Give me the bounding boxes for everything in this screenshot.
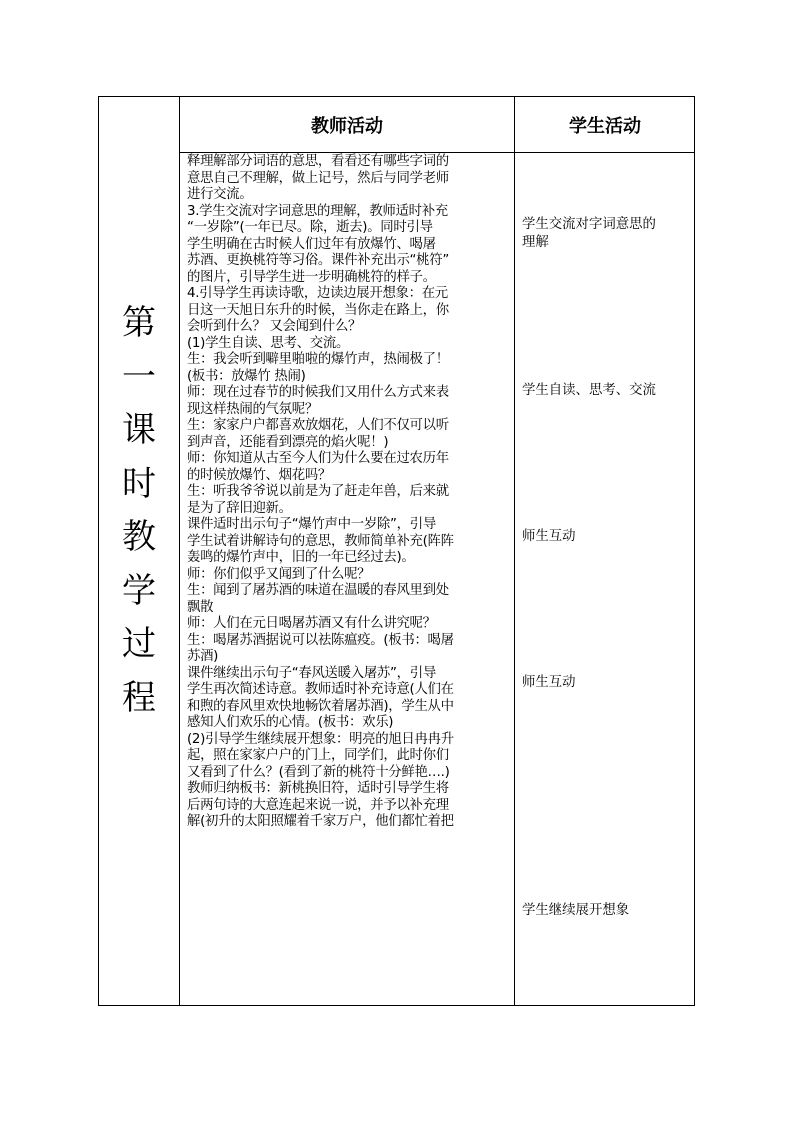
text-line: 生：家家户户都喜欢放烟花，人们不仅可以听 bbox=[187, 418, 449, 433]
text-line: 师：你知道从古至今人们为什么要在过农历年 bbox=[187, 451, 449, 466]
text-line: 轰鸣的爆竹声中，旧的一年已经过去)。 bbox=[187, 550, 415, 565]
text-line: 生：我会听到噼里啪啦的爆竹声，热闹极了！ bbox=[187, 352, 449, 367]
text-line: 感知人们欢乐的心情。(板书：欢乐) bbox=[187, 715, 394, 730]
header-divider bbox=[179, 152, 694, 153]
text-line: 师：你们似乎又闻到了什么呢？ bbox=[187, 566, 371, 582]
text-line: 释理解部分词语的意思，看看还有哪些字词的 bbox=[187, 154, 449, 169]
side-title-char: 程 bbox=[122, 677, 156, 718]
text-line: 课件适时出示句子“爆竹声中一岁除”，引导 bbox=[187, 517, 436, 532]
text-line: 苏酒) bbox=[187, 649, 219, 664]
side-title-char: 课 bbox=[122, 410, 156, 450]
column-divider bbox=[514, 97, 515, 1005]
student-note bbox=[522, 902, 690, 920]
student-note bbox=[522, 674, 690, 692]
text-line: 日这一天旭日东升的时候，当你走在路上，你 bbox=[187, 302, 449, 318]
student-note bbox=[522, 216, 690, 251]
text-line: 的图片，引导学生进一步明确桃符的样子。 bbox=[187, 269, 436, 285]
text-line: 师：现在过春节的时候我们又用什么方式来表 bbox=[187, 385, 449, 400]
student-activity-header: 学生活动 bbox=[569, 115, 641, 137]
text-line: (1)学生自读、思考、交流。 bbox=[187, 335, 350, 351]
text-line: 教师归纳板书：新桃换旧符，适时引导学生将 bbox=[187, 781, 449, 796]
text-line: 学生明确在古时候人们过年有放爆竹、喝屠 bbox=[187, 236, 436, 252]
text-line: (2)引导学生继续展开想象：明亮的旭日冉冉升 bbox=[187, 731, 454, 747]
side-title-char: 时 bbox=[122, 463, 156, 504]
teacher-activity-header: 教师活动 bbox=[311, 115, 383, 137]
student-note-line: 学生交流对字词意思的 bbox=[522, 217, 656, 232]
text-line: 的时候放爆竹、烟花吗？ bbox=[187, 467, 331, 483]
text-line: 生：喝屠苏酒据说可以祛陈瘟疫。(板书：喝屠 bbox=[187, 632, 454, 648]
side-title-char: 教 bbox=[122, 517, 156, 557]
text-line: “一岁除”(一年已尽。除，逝去)。同时引导 bbox=[187, 220, 433, 235]
text-line: 现这样热闹的气氛呢？ bbox=[187, 401, 318, 417]
text-line: 课件继续出示句子“春风送暖入屠苏”，引导 bbox=[187, 665, 436, 681]
text-line: 学生再次简述诗意。教师适时补充诗意(人们在 bbox=[187, 682, 454, 697]
text-line: 解(初升的太阳照耀着千家万户，他们都忙着把 bbox=[187, 814, 454, 829]
column-divider bbox=[179, 97, 180, 1005]
text-line: 3.学生交流对字词意思的理解，教师适时补充 bbox=[187, 203, 448, 219]
text-line: 生：听我爷爷说以前是为了赶走年兽，后来就 bbox=[187, 484, 449, 499]
student-note bbox=[522, 382, 690, 400]
student-note-line: 理解 bbox=[522, 234, 549, 250]
text-line: 和煦的春风里欢快地畅饮着屠苏酒)，学生从中 bbox=[187, 698, 454, 714]
text-line: 意思自己不理解，做上记号，然后与同学老师 bbox=[187, 170, 449, 186]
text-line: 飘散 bbox=[187, 599, 214, 615]
side-title-char: 一 bbox=[122, 356, 156, 397]
text-line: 会听到什么？ 又会闻到什么？ bbox=[187, 319, 362, 334]
text-line: 4.引导学生再读诗歌，边读边展开想象：在元 bbox=[187, 286, 448, 301]
text-line: 学生试着讲解诗句的意思，教师简单补充(阵阵 bbox=[187, 533, 454, 549]
teacher-activity-text bbox=[187, 154, 512, 831]
text-line: 师：人们在元日喝屠苏酒又有什么讲究呢？ bbox=[187, 616, 436, 631]
text-line: 后两句诗的大意连起来说一说，并予以补充理 bbox=[187, 797, 449, 813]
text-line: 苏酒、更换桃符等习俗。课件补充出示“桃符” bbox=[187, 253, 449, 268]
student-note-line: 师生互动 bbox=[522, 675, 576, 690]
student-note-line: 学生自读、思考、交流 bbox=[522, 383, 656, 398]
side-title-char: 学 bbox=[122, 570, 156, 611]
text-line: 起，照在家家户户的门上，同学们，此时你们 bbox=[187, 748, 449, 763]
lesson-table bbox=[98, 96, 695, 1006]
text-line: 又看到了什么？(看到了新的桃符十分鲜艳….) bbox=[187, 764, 450, 780]
side-title-char: 过 bbox=[122, 624, 156, 664]
side-title-char: 第 bbox=[122, 303, 156, 343]
student-note bbox=[522, 528, 690, 546]
text-line: 是为了辞旧迎新。 bbox=[187, 500, 292, 516]
text-line: 到声音，还能看到漂亮的焰火呢！) bbox=[187, 434, 389, 450]
text-line: (板书：放爆竹 热闹) bbox=[187, 368, 306, 384]
text-line: 生：闻到了屠苏酒的味道在温暖的春风里到处 bbox=[187, 583, 449, 598]
text-line: 进行交流。 bbox=[187, 187, 253, 202]
student-note-line: 师生互动 bbox=[522, 529, 576, 544]
side-title bbox=[99, 297, 179, 725]
student-note-line: 学生继续展开想象 bbox=[522, 903, 630, 918]
